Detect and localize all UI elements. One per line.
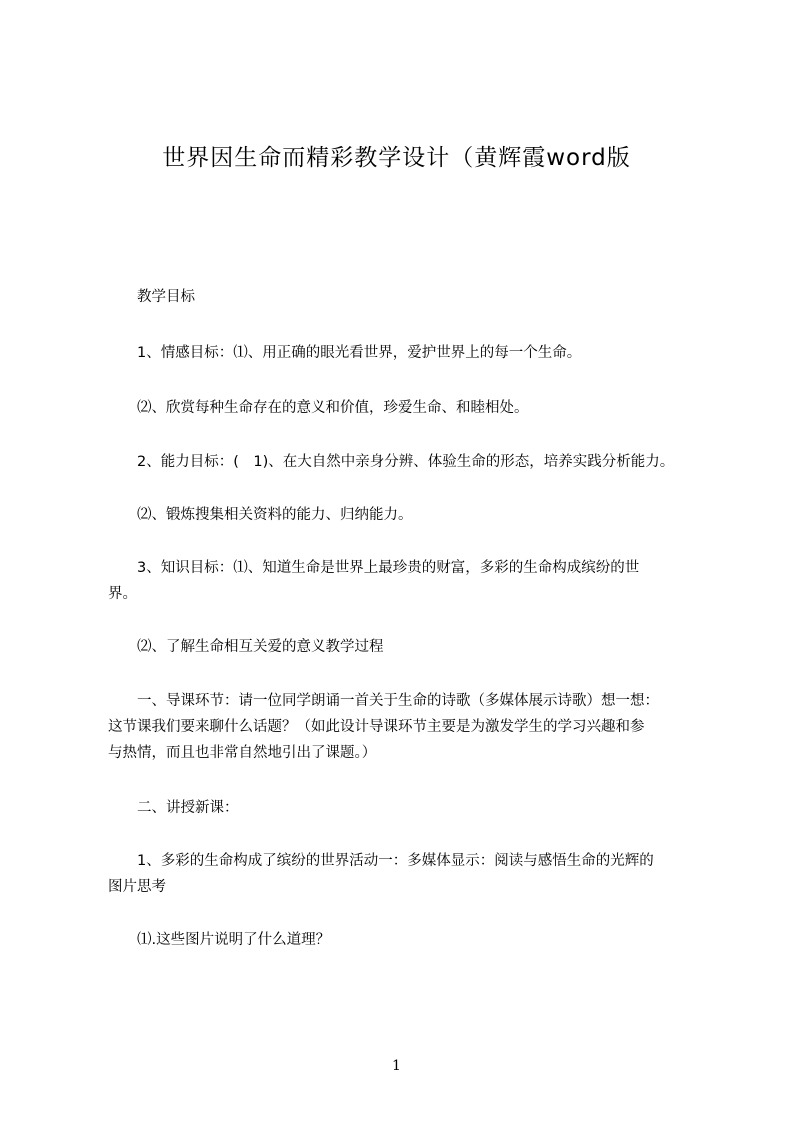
paragraph-ability-goal-1 [108,449,713,475]
text-line: ⑵、锻炼搜集相关资料的能力、归纳能力。 [108,507,413,523]
document-title: 世界因生命而精彩教学设计（黄辉霞word版 [162,145,631,171]
paragraph-emotion-goal-2 [108,395,713,421]
paragraph-ability-goal-2 [108,502,713,528]
text-line: 3、知识目标：⑴、知道生命是世界上最珍贵的财富，多彩的生命构成缤纷的世 [108,560,640,576]
paragraph-activity-one [108,848,713,900]
paragraph-knowledge-goal-2 [108,634,713,660]
text-line: 2、能力目标：( 1)、在大自然中亲身分辨、体验生命的形态，培养实践分析能力。 [108,454,675,470]
text-line: 与热情，而且也非常自然地引出了课题。） [108,745,377,761]
text-line: ⑵、了解生命相互关爱的意义教学过程 [108,639,384,655]
text-line: 图片思考 [108,879,166,895]
paragraph-emotion-goal-1 [108,340,713,366]
paragraph-teaching-goals-heading [108,284,713,310]
paragraph-question-one [108,927,713,953]
text-line: ⑵、欣赏每种生命存在的意义和价值，珍爱生命、和睦相处。 [108,400,529,416]
paragraph-intro-section [108,688,713,766]
text-line: 教学目标 [108,289,195,305]
paragraph-knowledge-goal-1 [108,555,713,607]
text-line: 一、导课环节：请一位同学朗诵一首关于生命的诗歌（多媒体展示诗歌）想一想： [108,693,659,709]
text-line: ⑴.这些图片说明了什么道理？ [108,932,331,948]
text-line: 1、多彩的生命构成了缤纷的世界活动一：多媒体显示：阅读与感悟生命的光辉的 [108,853,654,869]
text-line: 界。 [108,586,137,602]
text-line: 二、讲授新课： [108,800,239,816]
text-line: 这节课我们要来聊什么话题？（如此设计导课环节主要是为激发学生的学习兴趣和参 [108,719,645,735]
text-line: 1、情感目标：⑴、用正确的眼光看世界，爱护世界上的每一个生命。 [108,345,582,361]
paragraph-new-lesson-heading [108,795,713,821]
page-number: 1 [392,1058,401,1074]
